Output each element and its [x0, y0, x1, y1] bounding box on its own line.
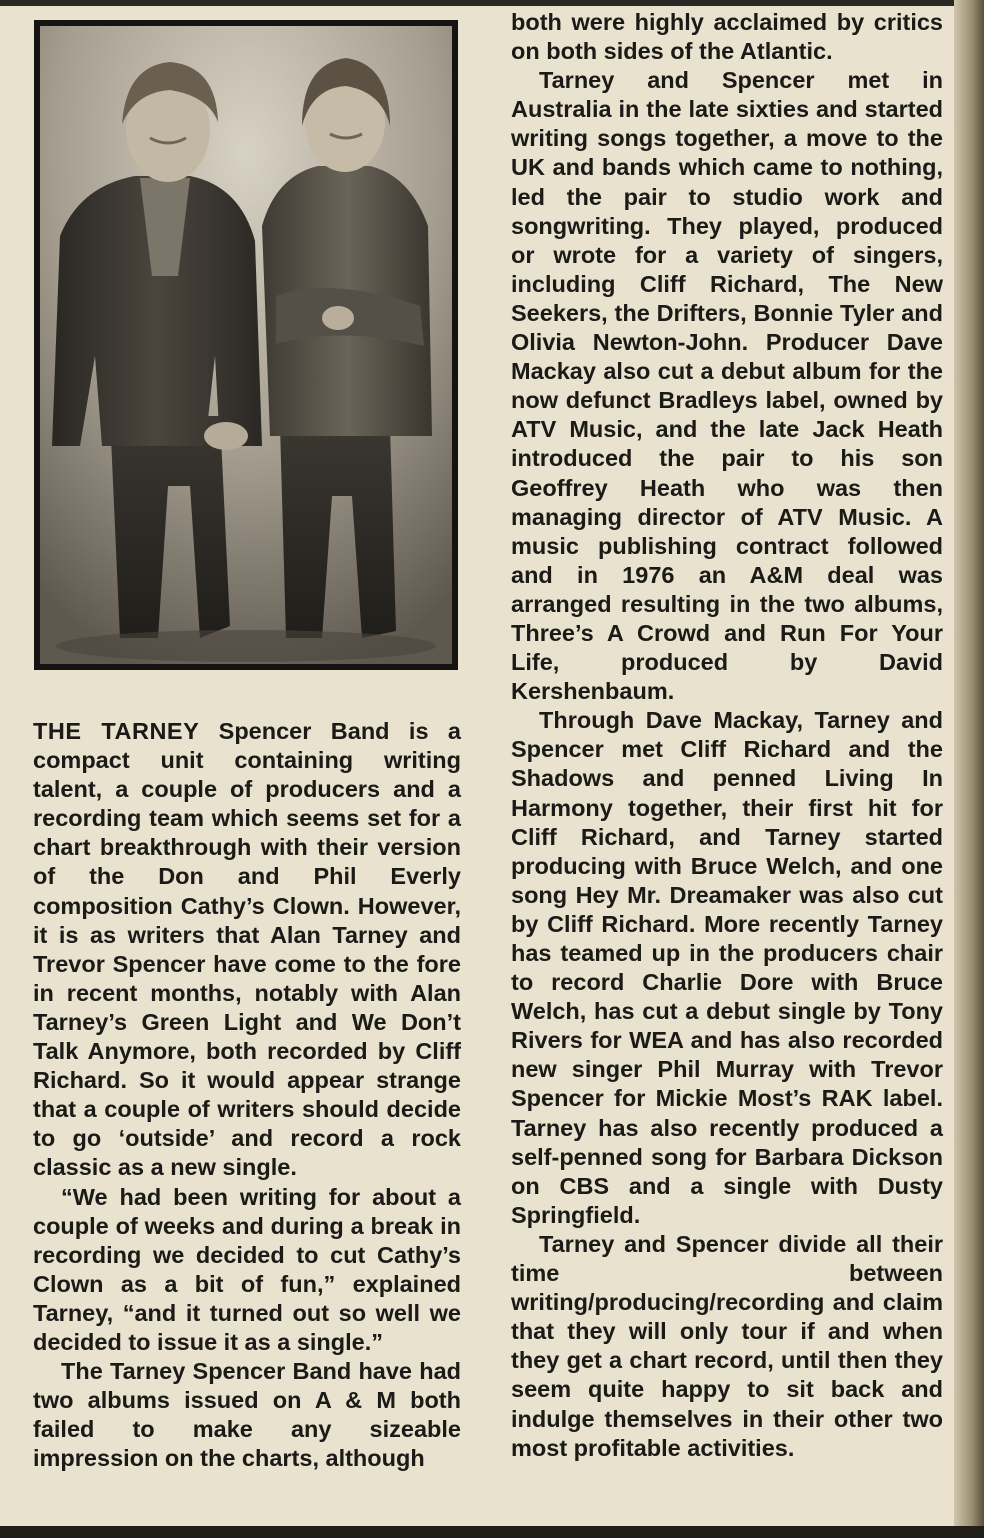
lead-runin: THE TARNEY: [33, 718, 200, 744]
article-paragraph: Tarney and Spencer met in Australia in the late sixties and started writing songs together, a move to the UK and bands which came to nothing, led the pair to studio work and songwriting. They played, produced or wrote for a variety of singers, including Cliff Richard, The New Seekers, the Drifters, Bonnie Tyler and Olivia Newton-John. Producer Dave Mackay also cut a debut album for the now defunct Bradleys label, owned by ATV Music, and the late Jack Heath introduced the pair to his son Geoffrey Heath who was then managing director of ATV Music. A music publishing contract followed and in 1976 an A&M deal was arranged resulting in the two albums, Three’s A Crowd and Run For Your Life, produced by David Kershenbaum.: [511, 67, 943, 705]
paragraph-text: Spencer Band is a compact unit containing writing talent, a couple of producers and a recording team which seems set for a chart breakthrough with their version of the Don and Phil Everly composition Cathy’s Clown. However, it is as writers that Alan Tarney and Trevor Spencer have come to the fore in recent months, notably with Alan Tarney’s Green Light and We Don’t Talk Anymore, both recorded by Cliff Richard. So it would appear strange that a couple of writers should decide to go ‘outside’ and record a rock classic as a new single.: [33, 718, 461, 1181]
article-left-column: [33, 717, 461, 1473]
article-paragraph: [33, 717, 461, 1183]
band-photo: [34, 20, 458, 670]
page-edge-shadow: [954, 0, 984, 1526]
article-paragraph: Through Dave Mackay, Tarney and Spencer met Cliff Richard and the Shadows and penned Living In Harmony together, their first hit for Cliff Richard, and Tarney started producing with Bruce Welch, and one song Hey Mr. Dreamaker was also cut by Cliff Richard. More recently Tarney has teamed up in the producers chair to record Charlie Dore with Bruce Welch, has cut a debut single by Tony Rivers for WEA and has also recorded new singer Phil Murray with Trevor Spencer for Mickie Most’s RAK label. Tarney has also recently produced a self-penned song for Barbara Dickson on CBS and a single with Dusty Springfield.: [511, 707, 943, 1228]
article-paragraph: “We had been writing for about a couple of weeks and during a break in recording we decided to cut Cathy’s Clown as a bit of fun,” explained Tarney, “and it turned out so well we decided to issue it as a single.”: [33, 1183, 461, 1355]
top-rule: [0, 0, 984, 6]
article-paragraph: both were highly acclaimed by critics on both sides of the Atlantic.: [511, 9, 943, 65]
two-men-portrait-icon: [40, 26, 452, 664]
article-right-column: [511, 8, 943, 1463]
article-paragraph: Tarney and Spencer divide all their time between writing/producing/recording and claim that they will only tour if and when they get a chart record, until then they seem quite happy to sit back and indulge themselves in their other two most profitable activities.: [511, 1230, 943, 1461]
article-paragraph: The Tarney Spencer Band have had two albums issued on A & M both failed to make any sizeable impression on the charts, although: [33, 1358, 461, 1472]
bottom-rule: [0, 1526, 984, 1538]
